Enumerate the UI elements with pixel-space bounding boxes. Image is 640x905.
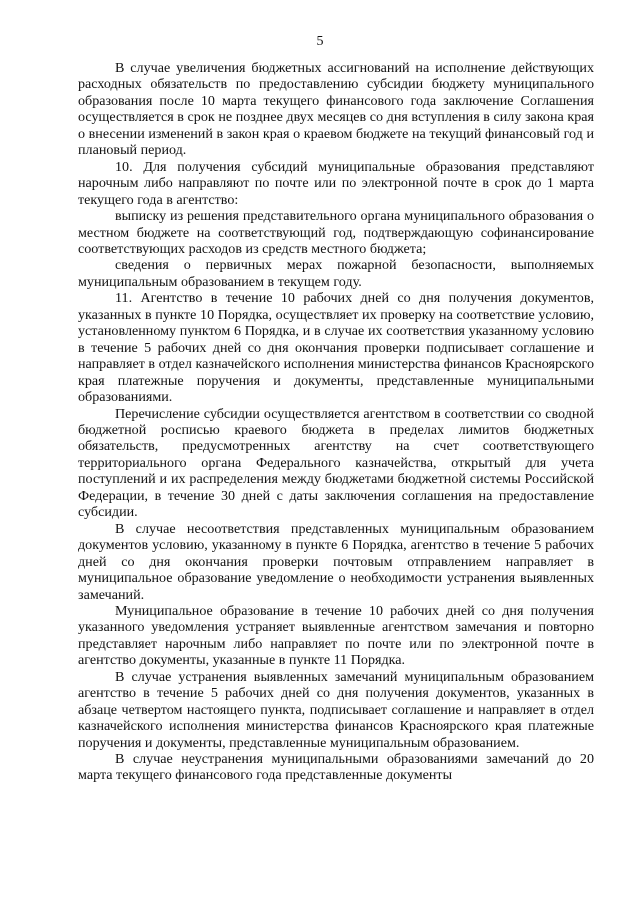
paragraph-fire-safety: сведения о первичных мерах пожарной безопасности, выполняемых муниципальным образованием в текущем году. [78, 257, 594, 290]
paragraph-nonconformity: В случае несоответствия представленных муниципальным образованием документов условию, указанному в пункте 6 Порядка, агентство в течение 5 рабочих дней со дня окончания проверки почтовым отправлением направляет в муниципальное образование уведомление о необходимости устранения выявленных замечаний. [78, 520, 594, 603]
document-body [78, 60, 594, 784]
paragraph-elimination: В случае устранения выявленных замечаний муниципальным образованием агентство в течение 5 рабочих дней со дня получения документов, указанных в абзаце четвертом настоящего пункта, подписывает соглашение и направляет в отдел казначейского исполнения министерства финансов Красноярского края платежные поручения и документы, представленные муниципальным образованием. [78, 668, 594, 751]
paragraph-item-10: 10. Для получения субсидий муниципальные образования представляют нарочным либо направляют по почте или по электронной почте в срок до 1 марта текущего года в агентство: [78, 158, 594, 208]
page-number: 5 [316, 34, 324, 49]
paragraph-budget-increase: В случае увеличения бюджетных ассигнований на исполнение действующих расходных обязательств по предоставлению субсидии бюджету муниципального образования после 10 марта текущего финансового года заключение Соглашения осуществляется в срок не позднее двух месяцев со дня вступления в силу закона края о внесении изменений в закон края о краевом бюджете на текущий финансовый год и плановый период. [78, 60, 594, 159]
paragraph-transfer: Перечисление субсидии осуществляется агентством в соответствии со сводной бюджетной росписью краевого бюджета в пределах лимитов бюджетных обязательств, предусмотренных агентству на счет соответствующего территориального органа Федерального казначейства, открытый для учета поступлений и их распределения между бюджетами бюджетной системы Российской Федерации, в течение 30 дней с даты заключения соглашения на предоставление субсидии. [78, 405, 594, 521]
paragraph-resubmission: Муниципальное образование в течение 10 рабочих дней со дня получения указанного уведомления устраняет выявленные агентством замечания и повторно представляет нарочным либо направляет по почте или по электронной почте в агентство документы, указанные в пункте 11 Порядка. [78, 602, 594, 669]
paragraph-item-11: 11. Агентство в течение 10 рабочих дней со дня получения документов, указанных в пункте 10 Порядка, осуществляет их проверку на соответствие условию, установленному пунктом 6 Порядка, и в случае их соответствия указанному условию в течение 5 рабочих дней со дня окончания проверки подписывает соглашение и направляет в отдел казначейского исполнения министерства финансов Красноярского края платежные поручения и документы, представленные муниципальными образованиями. [78, 290, 594, 406]
paragraph-non-elimination: В случае неустранения муниципальными образованиями замечаний до 20 марта текущего финансового года представленные документы [78, 751, 594, 784]
paragraph-extract: выписку из решения представительного органа муниципального образования о местном бюджете на соответствующий год, подтверждающую софинансирование соответствующих расходов из средств местного бюджета; [78, 208, 594, 257]
